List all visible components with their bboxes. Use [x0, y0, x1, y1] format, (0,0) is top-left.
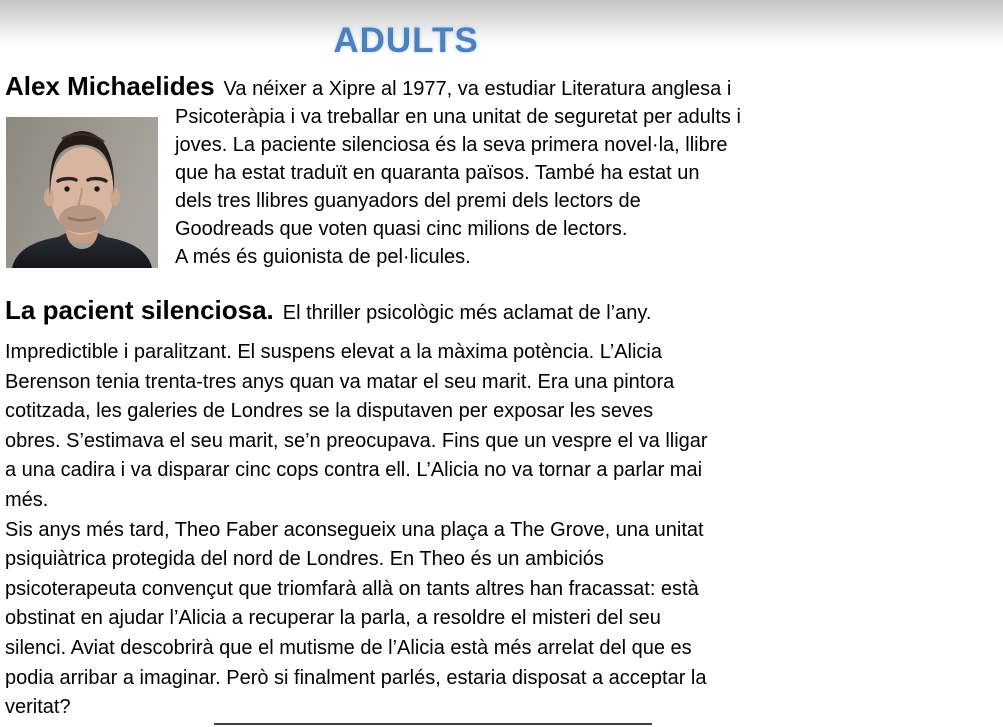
text-line: obstinat en ajudar l’Alicia a recuperar la parla, a resoldre el misteri del seu: [5, 607, 661, 630]
author-intro-line: [5, 71, 731, 102]
author-photo: [6, 117, 158, 268]
text-line: Sis anys més tard, Theo Faber aconsegueix una plaça a The Grove, una unitat: [5, 518, 704, 541]
text-line: Berenson tenia trenta-tres anys quan va matar el seu marit. Era una pintora: [5, 370, 675, 393]
text-line: més.: [5, 488, 49, 511]
text-line: obres. S’estimava el seu marit, se’n preocupava. Fins que un vespre el va lligar: [5, 429, 708, 452]
text-line: veritat?: [5, 696, 71, 719]
text-line: joves. La paciente silenciosa és la seva primera novel·la, llibre: [175, 134, 728, 156]
text-line: Goodreads que voten quasi cinc milions de lectors.: [175, 218, 628, 240]
book-tagline: El thriller psicològic més aclamat de l’any.: [282, 302, 652, 324]
text-line: Psicoteràpia i va treballar en una unitat de seguretat per adults i: [175, 106, 741, 128]
author-portrait-image: [6, 117, 158, 268]
text-line: a una cadira i va disparar cinc cops contra ell. L’Alicia no va tornar a parlar mai: [5, 459, 703, 482]
text-line: psiquiàtrica protegida del nord de Londres. En Theo és un ambiciós: [5, 548, 604, 571]
text-line: podia arribar a imaginar. Però si finalment parlés, estaria disposat a acceptar la: [5, 666, 707, 689]
text-line: psicoterapeuta convençut que triomfarà allà on tants altres han fracassat: està: [5, 577, 699, 600]
text-line: cotitzada, les galeries de Londres se la disputaven per exposar les seves: [5, 400, 654, 423]
page-title: ADULTS: [333, 21, 479, 61]
text-line: A més és guionista de pel·licules.: [175, 246, 471, 268]
author-bio-paragraph: [175, 103, 741, 271]
table-top-border: [214, 723, 652, 725]
book-heading-line: [5, 295, 651, 326]
book-synopsis-paragraph: [5, 338, 708, 723]
text-line: dels tres llibres guanyadors del premi dels lectors de: [175, 190, 641, 212]
author-name: Alex Michaelides: [5, 71, 215, 101]
author-intro-text: Va néixer a Xipre al 1977, va estudiar Literatura anglesa i: [223, 78, 732, 100]
book-title: La pacient silenciosa.: [5, 295, 274, 325]
text-line: silenci. Aviat descobrirà que el mutisme de l’Alicia està més arrelat del que es: [5, 636, 692, 659]
text-line: Impredictible i paralitzant. El suspens elevat a la màxima potència. L’Alicia: [5, 341, 662, 363]
text-line: que ha estat traduït en quaranta països. També ha estat un: [175, 162, 700, 184]
